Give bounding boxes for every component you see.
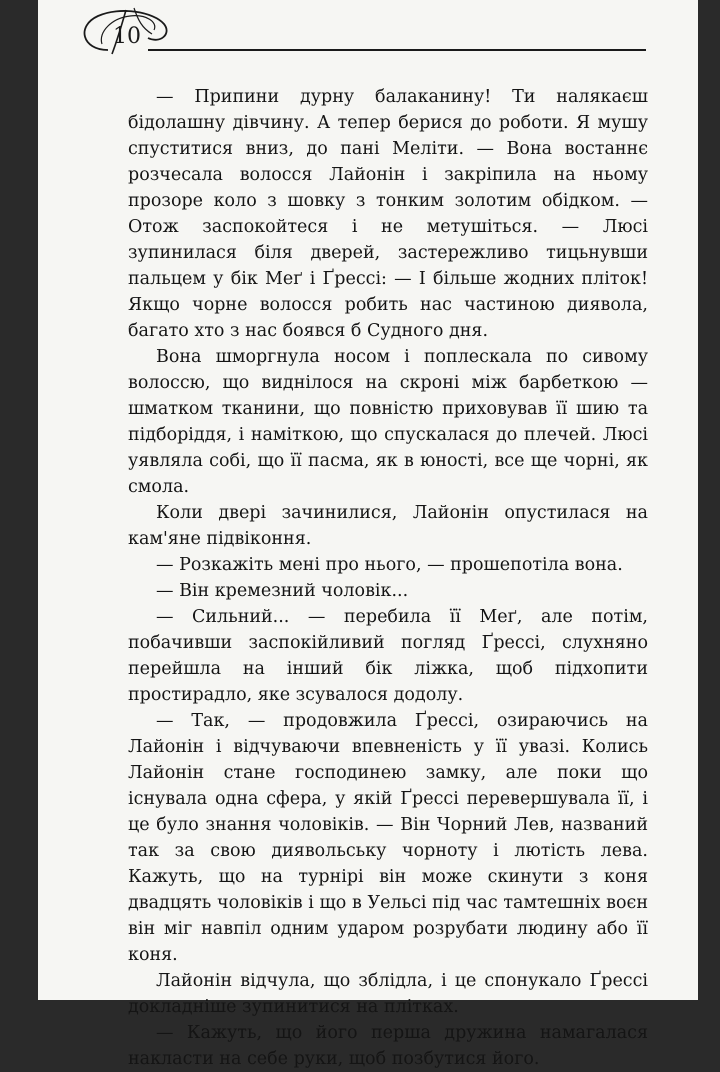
header-rule	[148, 49, 646, 51]
paragraph: Лайонін відчула, що зблідла, і це спонукало Ґрессі докладніше зупинитися на плітках.	[128, 971, 648, 1017]
paragraph: — Так, — продовжила Ґрессі, озираючись на Лайонін і відчуваючи впевненість у її увазі. Колись Лайонін стане господинею замку, але поки що існувала одна сфера, у якій Ґрессі перевершувала її, і це було знання чоловіків. — Він Чорний Лев, названий так за свою диявольську чорноту і лютість лева. Кажуть, що на турнірі він може скинути з коня двадцять чоловіків і що в Уельсі під час тамтешніх воєн він міг навпіл одним ударом розрубати людину або її коня.	[128, 711, 648, 965]
body-text	[128, 84, 648, 1072]
paragraph: Коли двері зачинилися, Лайонін опустилася на кам'яне підвіконня.	[128, 503, 648, 549]
page-number: 10	[113, 24, 141, 49]
paragraph: — Він кремезний чоловік...	[156, 581, 409, 601]
page-header	[38, 0, 698, 70]
paragraph: Вона шморгнула носом і поплескала по сивому волоссю, що виднілося на скроні між барбеткою — шматком тканини, що повністю приховував її шию та підборіддя, і наміткою, що спускалася до плечей. Люсі уявляла собі, що її пасма, як в юності, все ще чорні, як смола.	[128, 347, 648, 497]
book-page	[38, 0, 698, 1069]
paragraph: — Розкажіть мені про нього, — прошепотіла вона.	[156, 555, 623, 575]
paragraph: — Сильний... — перебила її Меґ, але потім, побачивши заспокійливий погляд Ґрессі, слухняно перейшла на інший бік ліжка, щоб підхопити простирадло, яке зсувалося додолу.	[128, 607, 648, 705]
paragraph: — Кажуть, що його перша дружина намагалася накласти на себе руки, щоб позбутися його.	[128, 1023, 648, 1069]
paragraph: — Припини дурну балаканину! Ти налякаєш бідолашну дівчину. А тепер берися до роботи. Я мушу спуститися вниз, до пані Меліти. — Вона востаннє розчесала волосся Лайонін і закріпила на ньому прозоре коло з шовку з тонким золотим обідком. — Отож заспокойтеся і не метушіться. — Люсі зупинилася біля дверей, застережливо тицьнувши пальцем у бік Меґ і Ґрессі: — І більше жодних пліток! Якщо чорне волосся робить нас частиною диявола, багато хто з нас боявся б Судного дня.	[128, 87, 648, 341]
